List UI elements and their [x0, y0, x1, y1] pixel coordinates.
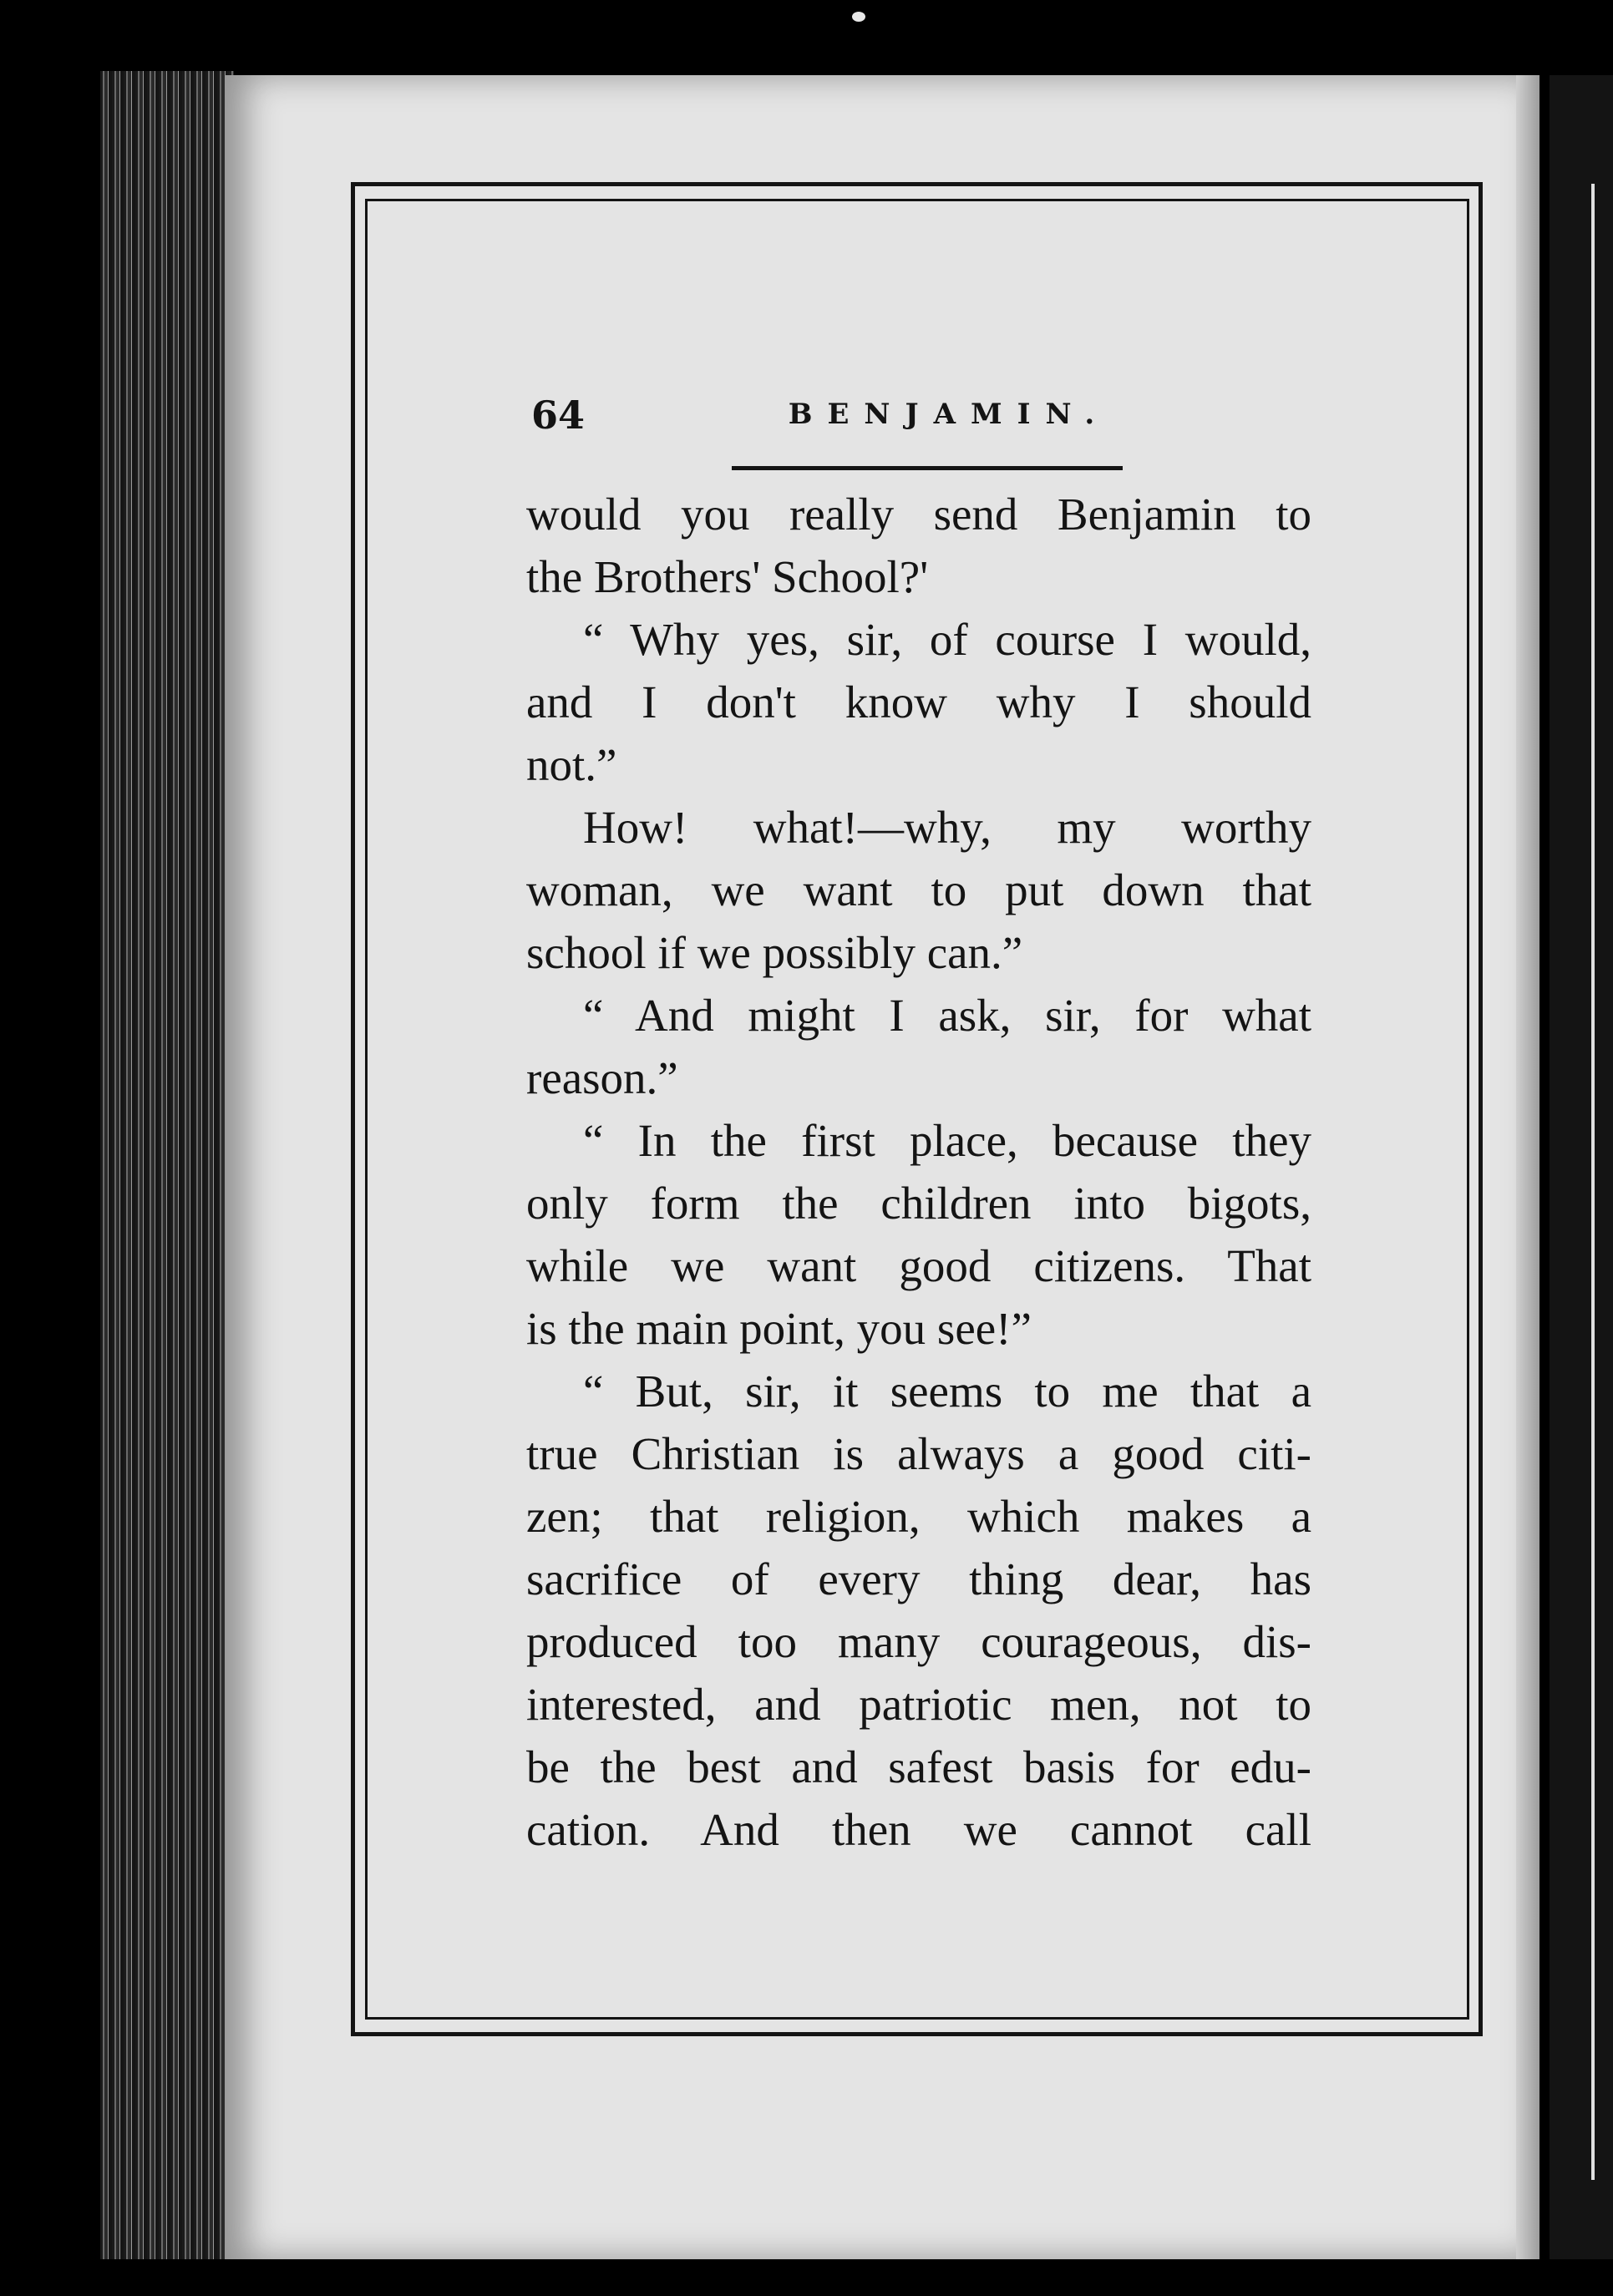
text-line: while we want good citizens. That — [526, 1240, 1311, 1291]
text-line: school if we possibly can.” — [526, 927, 1023, 978]
text-line: be the best and safest basis for edu- — [526, 1741, 1311, 1792]
text-line: woman, we want to put down that — [526, 864, 1311, 915]
text-line: cation. And then we cannot call — [526, 1804, 1311, 1855]
body-text — [526, 483, 1311, 1861]
text-line: is the main point, you see!” — [526, 1303, 1032, 1354]
text-line: reason.” — [526, 1052, 678, 1103]
text-line: “ And might I ask, sir, for what — [583, 990, 1311, 1041]
page-number: 64 — [531, 393, 586, 438]
text-line: “ In the first place, because they — [583, 1115, 1311, 1166]
text-line: only form the children into bigots, — [526, 1178, 1311, 1229]
text-line: true Christian is always a good citi- — [526, 1428, 1311, 1479]
scan-dust-mark — [852, 12, 865, 22]
header-rule — [732, 466, 1123, 470]
text-line: “ But, sir, it seems to me that a — [583, 1366, 1311, 1417]
left-page-edges — [100, 71, 234, 2259]
page-gutter-edge — [1516, 75, 1539, 2259]
text-line: How! what!—why, my worthy — [583, 802, 1311, 853]
text-line: produced too many courageous, dis- — [526, 1616, 1311, 1667]
text-line: and I don't know why I should — [526, 677, 1311, 727]
running-title: BENJAMIN. — [788, 398, 1110, 431]
text-line: the Brothers' School?' — [526, 551, 929, 602]
text-line: “ Why yes, sir, of course I would, — [583, 614, 1311, 665]
facing-page-frame-line — [1591, 184, 1613, 2180]
text-line: interested, and patriotic men, not to — [526, 1679, 1311, 1730]
text-line: zen; that religion, which makes a — [526, 1491, 1311, 1542]
text-line: sacrifice of every thing dear, has — [526, 1553, 1311, 1604]
text-line: would you really send Benjamin to — [526, 489, 1311, 540]
text-line: not.” — [526, 739, 617, 790]
page-header — [531, 393, 1308, 451]
